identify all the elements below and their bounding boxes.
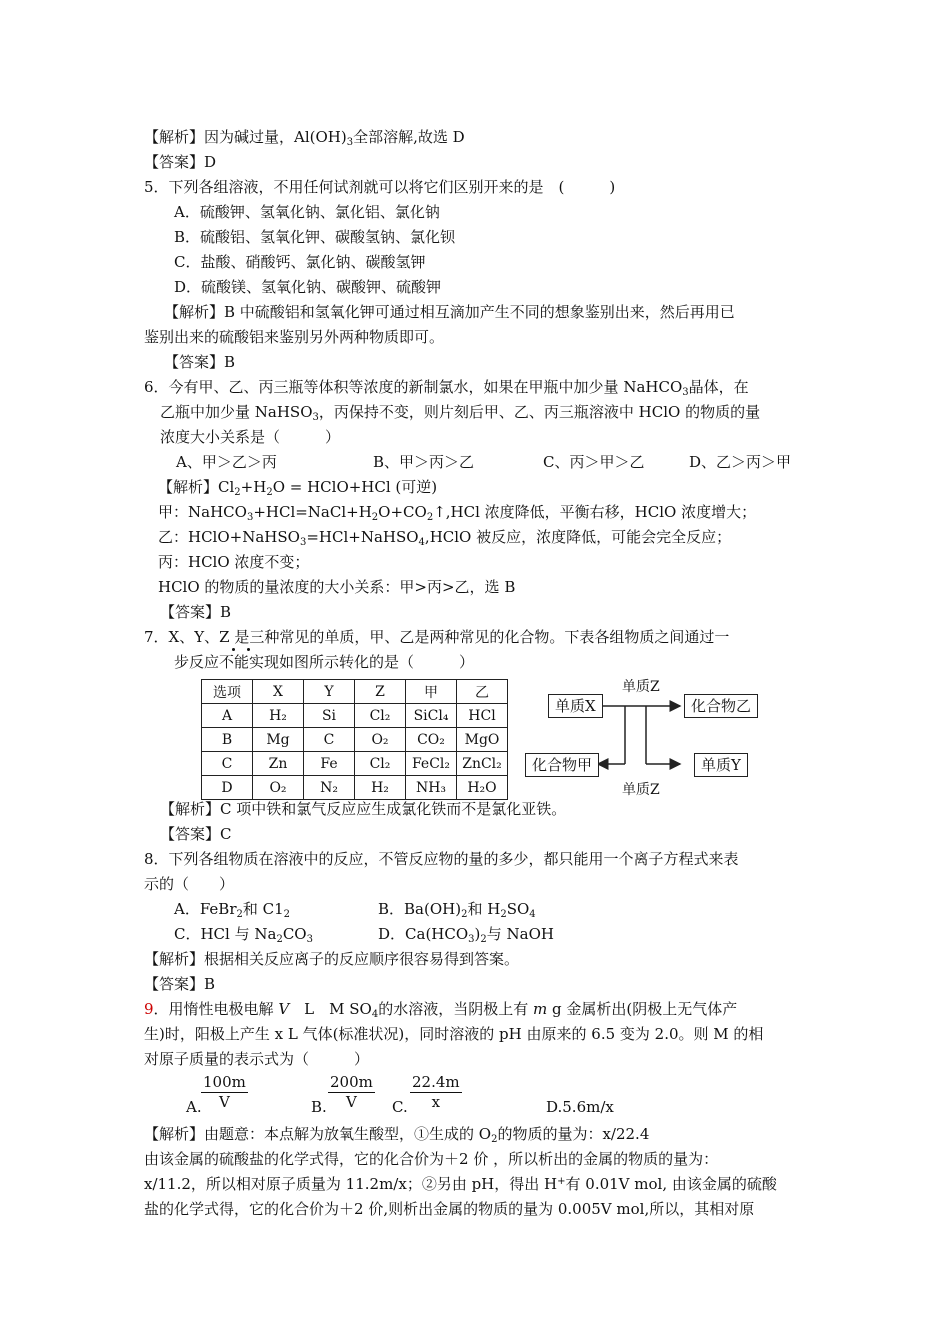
question-9-line3: 对原子质量的表示式为（ ） (144, 1050, 370, 1068)
analysis-prev: 【解析】因为碱过量，$Al(OH)_3$全部溶解,故选 D (144, 128, 465, 148)
table-cell: C (202, 752, 253, 776)
table-cell: Fe (304, 752, 355, 776)
box-element-x: 单质X (548, 694, 603, 718)
table-cell: B (202, 728, 253, 752)
q8-answer: 【答案】B (144, 975, 216, 993)
q9-option-d: D.5.6m/x (546, 1098, 614, 1116)
question-6-line3: 浓度大小关系是（ ） (160, 428, 341, 446)
table-cell: H₂ (355, 776, 406, 800)
q6-option-c: C、丙＞甲＞乙 (543, 453, 645, 471)
q6-analysis-4: 丙：HClO 浓度不变； (158, 553, 310, 571)
q5-analysis-1: 【解析】B 中硫酸铝和氢氧化钾可通过相互滴加产生不同的想象鉴别出来，然后再用已 (164, 303, 735, 321)
options-table (201, 679, 508, 800)
table-row (202, 752, 508, 776)
box-compound-jia: 化合物甲 (525, 753, 599, 777)
table-cell: O₂ (253, 776, 304, 800)
q8-option-d: D．$Ca(HCO_3)_2$与 NaOH (378, 925, 554, 945)
q6-option-b: B、甲＞丙＞乙 (373, 453, 475, 471)
table-row (202, 728, 508, 752)
q9-option-b-label: B. (311, 1098, 327, 1116)
q7-analysis: 【解析】C 项中铁和氯气反应应生成氯化铁而不是氯化亚铁。 (160, 800, 567, 818)
question-6-line2: 乙瓶中加少量 NaHSO$_3$，丙保持不变，则片刻后甲、乙、丙三瓶溶液中 HClO 的物质的量 (160, 403, 761, 423)
table-row (202, 704, 508, 728)
table-cell: Mg (253, 728, 304, 752)
table-cell: C (304, 728, 355, 752)
q5-analysis-2: 鉴别出来的硫酸铝来鉴别另外两种物质即可。 (144, 328, 445, 346)
q8-option-b: B．$Ba(OH)_2$和 $H_2SO_4$ (378, 900, 536, 920)
table-header-cell: Z (355, 680, 406, 704)
table-cell: Zn (253, 752, 304, 776)
q8-option-c: C．HCl 与 $Na_2CO_3$ (174, 925, 313, 945)
table-row (202, 776, 508, 800)
table-cell: O₂ (355, 728, 406, 752)
table-header-cell: 甲 (406, 680, 457, 704)
q9-analysis-1: 【解析】由题意：本点解为放氧生酸型，①生成的 $O_2$的物质的量为：x/22.4 (144, 1125, 650, 1145)
table-cell: N₂ (304, 776, 355, 800)
q9-option-c-label: C. (392, 1098, 408, 1116)
table-header-cell: 乙 (457, 680, 508, 704)
q9-analysis-3: x/11.2，所以相对原子质量为 11.2m/x；②另由 pH，得出 H+有 0.01V mol, 由该金属的硫酸 (144, 1175, 777, 1193)
question-9-line2: 生)时，阳极上产生 x L 气体(标准状况)，同时溶液的 pH 由原来的 6.5 变为 2.0。则 M 的相 (144, 1025, 764, 1043)
q8-option-a: A．FeBr$_2$和 $C1_2$ (174, 900, 291, 920)
question-8-line1: 8．下列各组物质在溶液中的反应，不管反应物的量的多少，都只能用一个离子方程式来表 (144, 850, 739, 868)
fraction-c: $\frac{22.4m}{x}$ (412, 1073, 460, 1111)
question-6-line1: 6．今有甲、乙、丙三瓶等体积等浓度的新制氯水，如果在甲瓶中加少量 NaHCO$_3$晶体，在 (144, 378, 749, 398)
q6-option-d: D、乙＞丙＞甲 (689, 453, 792, 471)
question-5: 5．下列各组溶液，不用任何试剂就可以将它们区别开来的是 ( ) (144, 178, 616, 196)
q8-analysis: 【解析】根据相关反应离子的反应顺序很容易得到答案。 (144, 950, 520, 968)
fraction-a: $\frac{100m}{V}$ (203, 1073, 246, 1111)
table-cell: Cl₂ (355, 704, 406, 728)
table-cell: NH₃ (406, 776, 457, 800)
label-z-bottom: 单质Z (622, 782, 660, 798)
question-7-line2: 步反应不能实现如图所示转化的是（ ） (174, 653, 475, 671)
emphasis-dot (247, 648, 250, 651)
table-cell: CO₂ (406, 728, 457, 752)
table-cell: H₂O (457, 776, 508, 800)
q7-answer: 【答案】C (160, 825, 232, 843)
table-cell: H₂ (253, 704, 304, 728)
answer-prev: 【答案】D (144, 153, 217, 171)
table-cell: ZnCl₂ (457, 752, 508, 776)
q9-analysis-2: 由该金属的硫酸盐的化学式得，它的化合价为＋2 价 ，所以析出的金属的物质的量为： (144, 1150, 719, 1168)
table-cell: D (202, 776, 253, 800)
q9-analysis-4: 盐的化学式得，它的化合价为＋2 价,则析出金属的物质的量为 0.005V mol,所以，其相对原 (144, 1200, 755, 1218)
table-cell: SiCl₄ (406, 704, 457, 728)
fraction-b: $\frac{200m}{V}$ (330, 1073, 373, 1111)
q6-answer: 【答案】B (160, 603, 232, 621)
q6-analysis-5: HClO 的物质的量浓度的大小关系：甲>丙>乙，选 B (158, 578, 516, 596)
q5-option-d: D．硫酸镁、氢氧化钠、碳酸钾、硫酸钾 (174, 278, 442, 296)
emphasis-dot (232, 648, 235, 651)
table-header-cell: Y (304, 680, 355, 704)
q6-analysis-2: 甲：$NaHCO_3+HCl=NaCl+H_2O+CO_2↑,HCl$ 浓度降低，平衡右移，HClO 浓度增大； (158, 503, 757, 523)
question-8-line2: 示的（ ） (144, 875, 235, 893)
q5-answer: 【答案】B (164, 353, 236, 371)
table-cell: HCl (457, 704, 508, 728)
table-header-cell: 选项 (202, 680, 253, 704)
q9-option-a-label: A. (186, 1098, 202, 1116)
table-cell: Si (304, 704, 355, 728)
question-9-line1: 9．用惰性电极电解 V L M $SO_4$的水溶液，当阴极上有 m g 金属析出(阴极上无气体产 (144, 1000, 738, 1020)
table-cell: FeCl₂ (406, 752, 457, 776)
label-z-top: 单质Z (622, 679, 660, 695)
box-compound-yi: 化合物乙 (684, 694, 758, 718)
q6-analysis-1: 【解析】$Cl_2+H_2O$ = HClO+HCl (可逆) (158, 478, 438, 498)
table-cell: A (202, 704, 253, 728)
q5-option-c: C．盐酸、硝酸钙、氯化钠、碳酸氢钾 (174, 253, 426, 271)
box-element-y: 单质Y (694, 753, 748, 777)
q6-option-a: A、甲＞乙＞丙 (176, 453, 277, 471)
table-cell: MgO (457, 728, 508, 752)
table-header-cell: X (253, 680, 304, 704)
table-header-row (202, 680, 508, 704)
table-cell: Cl₂ (355, 752, 406, 776)
q5-option-b: B．硫酸铝、氢氧化钾、碳酸氢钠、氯化钡 (174, 228, 456, 246)
question-7-line1: 7．X、Y、Z 是三种常见的单质，甲、乙是两种常见的化合物。下表各组物质之间通过一 (144, 628, 730, 646)
q6-analysis-3: 乙：HClO+NaHSO$_3$=HCl+NaHSO$_4$,HClO 被反应，浓度降低，可能会完全反应； (158, 528, 732, 548)
q5-option-a: A．硫酸钾、氢氧化钠、氯化铝、氯化钠 (174, 203, 440, 221)
